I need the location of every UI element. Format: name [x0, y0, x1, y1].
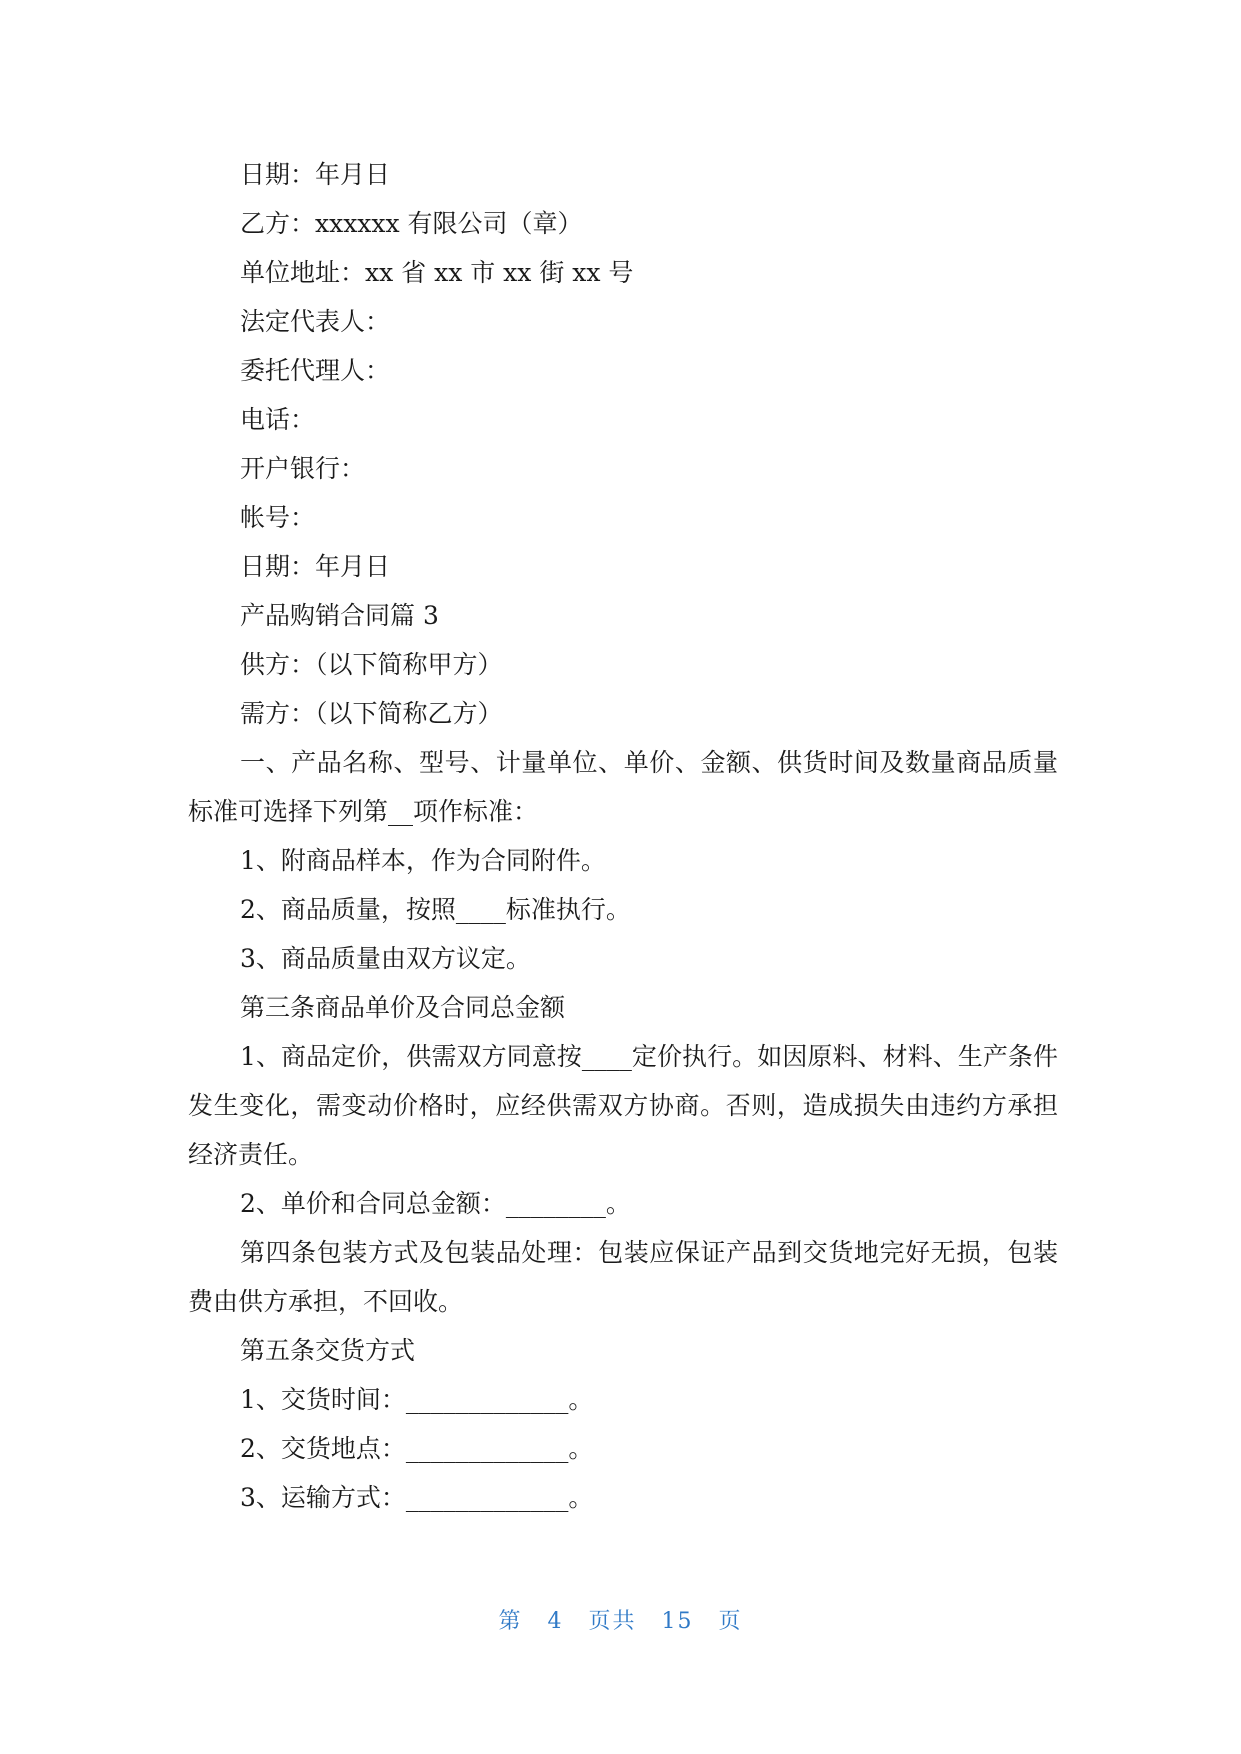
delivery-place-line: 2、交货地点：_____________。 — [240, 1434, 594, 1463]
pricing-paragraph: 1、商品定价，供需双方同意按____定价执行。如因原料、材料、生产条件发生变化，需变动价格时，应经供需双方协商。否则，造成损失由违约方承担经济责任。 — [188, 1042, 1058, 1169]
bank-line: 开户银行： — [240, 454, 366, 483]
contract-title: 产品购销合同篇 3 — [240, 601, 439, 630]
article-4-paragraph: 第四条包装方式及包装品处理：包装应保证产品到交货地完好无损，包装费由供方承担，不回收。 — [188, 1238, 1058, 1316]
page-footer — [0, 1604, 1241, 1635]
footer-total-pages: 15 — [661, 1609, 694, 1634]
clause-item-2: 2、商品质量，按照____标准执行。 — [240, 895, 631, 924]
clause-item-1: 1、附商品样本，作为合同附件。 — [240, 846, 606, 875]
footer-suffix: 页 — [718, 1609, 743, 1634]
account-line: 帐号： — [240, 503, 316, 532]
party-b-line: 乙方：xxxxxx 有限公司（章） — [240, 209, 583, 238]
clause-item-3: 3、商品质量由双方议定。 — [240, 944, 531, 973]
transport-line: 3、运输方式：_____________。 — [240, 1483, 594, 1512]
document-body — [188, 150, 1058, 1522]
agent-line: 委托代理人： — [240, 356, 391, 385]
article-5-heading: 第五条交货方式 — [240, 1336, 416, 1365]
footer-prefix: 第 — [498, 1609, 523, 1634]
article-3-heading: 第三条商品单价及合同总金额 — [240, 993, 566, 1022]
date-line: 日期：年月日 — [240, 160, 391, 189]
legal-rep-line: 法定代表人： — [240, 307, 391, 336]
date-line-2: 日期：年月日 — [240, 552, 391, 581]
buyer-line: 需方：（以下简称乙方） — [240, 699, 503, 728]
address-line: 单位地址：xx 省 xx 市 xx 街 xx 号 — [240, 258, 634, 287]
phone-line: 电话： — [240, 405, 316, 434]
clause-product-paragraph: 一、产品名称、型号、计量单位、单价、金额、供货时间及数量商品质量标准可选择下列第__项作标准： — [188, 748, 1058, 826]
delivery-time-line: 1、交货时间：_____________。 — [240, 1385, 594, 1414]
supplier-line: 供方：（以下简称甲方） — [240, 650, 503, 679]
footer-middle: 页共 — [588, 1609, 637, 1634]
footer-current-page: 4 — [547, 1609, 564, 1634]
total-amount-line: 2、单价和合同总金额：________。 — [240, 1189, 631, 1218]
